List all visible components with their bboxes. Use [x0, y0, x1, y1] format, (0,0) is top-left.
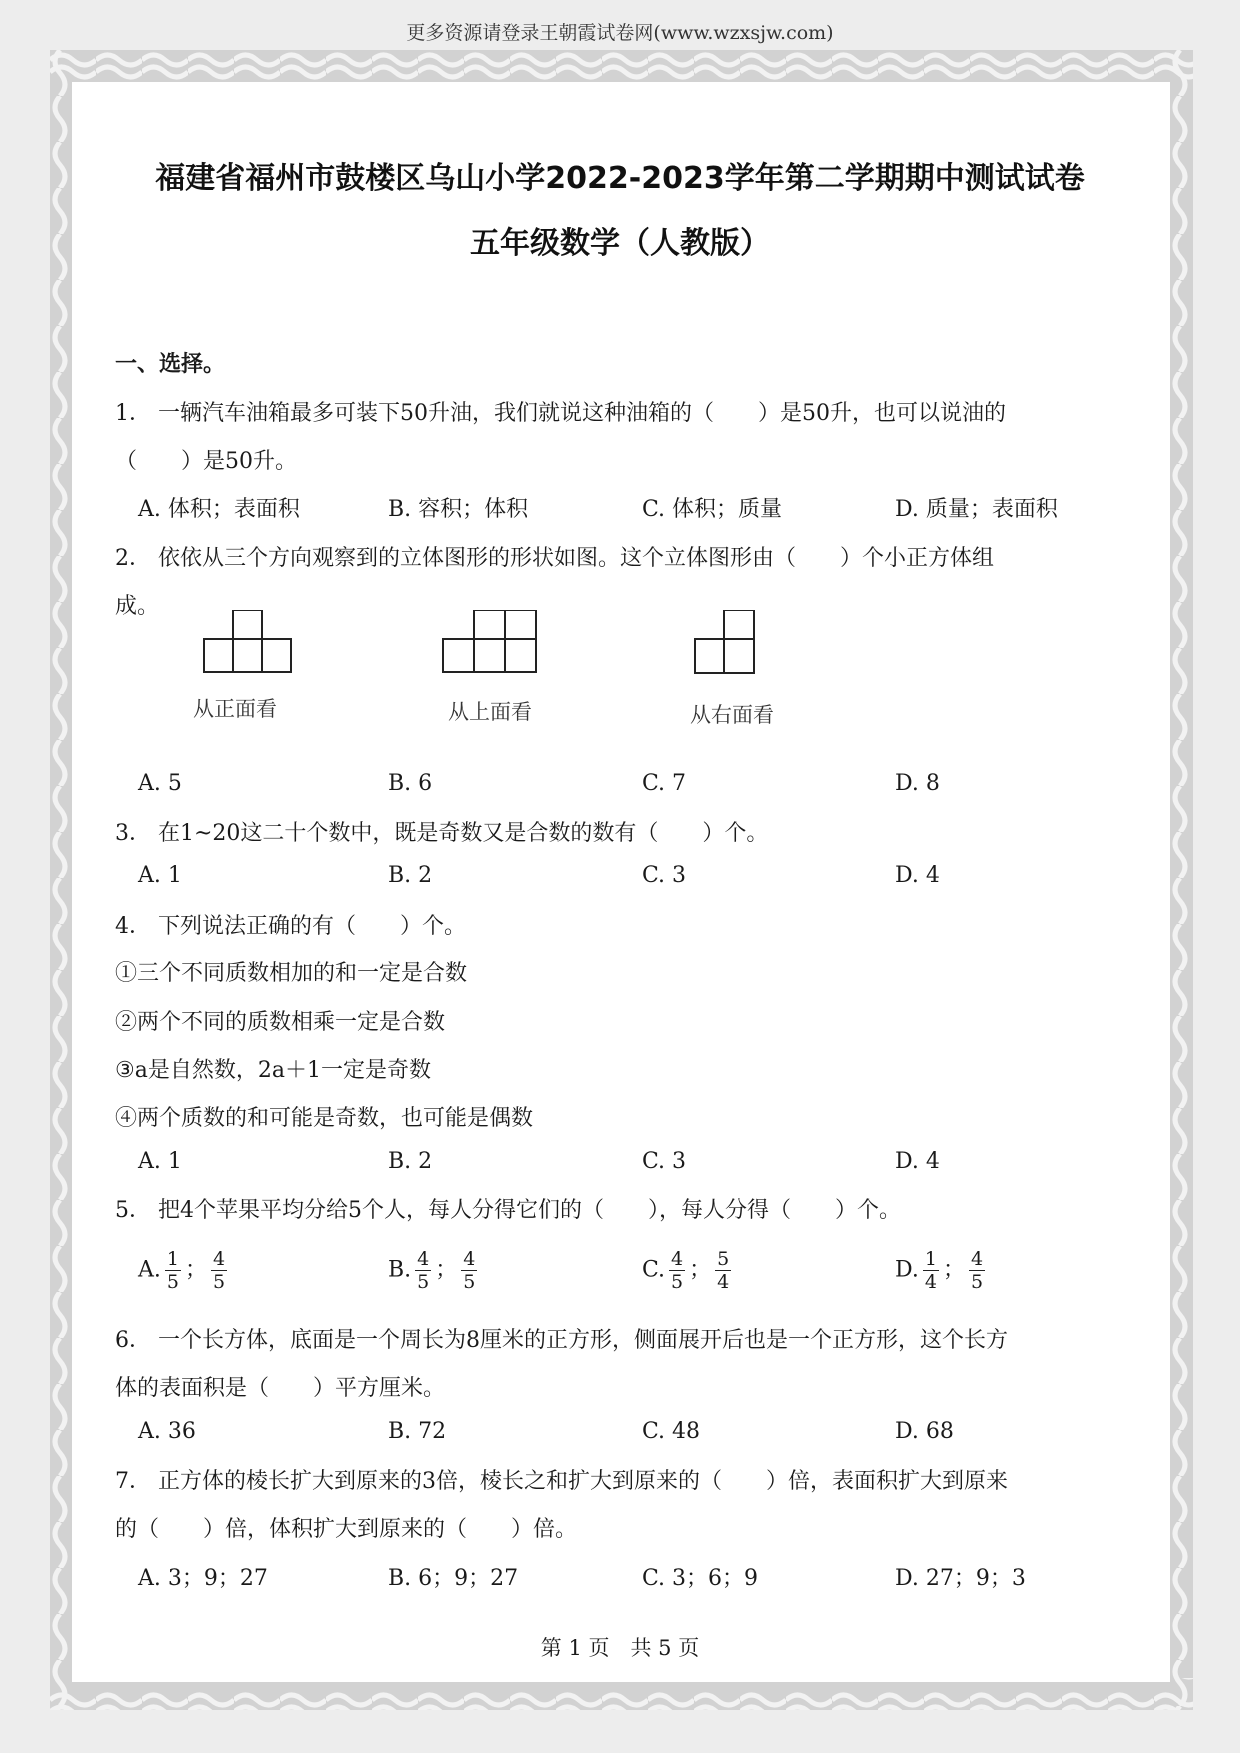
fraction: $\frac{1}{4}$: [924, 1248, 937, 1293]
question-1-cont: （ ）是50升。: [115, 449, 297, 474]
question-7: 7． 正方体的棱长扩大到原来的3倍，棱长之和扩大到原来的（ ）倍，表面积扩大到原来: [115, 1469, 1008, 1494]
option-b[interactable]: B. 容积；体积: [388, 497, 529, 522]
statement-4: ④两个质数的和可能是奇数，也可能是偶数: [115, 1106, 534, 1131]
front-view-figure: [204, 610, 291, 672]
option-a[interactable]: A. $\frac{1}{5}$ ； $\frac{4}{5}$: [138, 1248, 226, 1293]
option-d[interactable]: D. 27；9；3: [895, 1566, 1026, 1591]
option-letter: D.: [895, 1257, 919, 1283]
right-view-figure: [695, 610, 754, 673]
view-figures: [150, 610, 810, 680]
option-d[interactable]: D. 4: [895, 1149, 940, 1174]
option-c[interactable]: C. 3: [642, 863, 687, 888]
option-c[interactable]: C. $\frac{4}{5}$ ； $\frac{5}{4}$: [642, 1248, 730, 1293]
option-a[interactable]: A. 体积；表面积: [138, 497, 300, 522]
question-2: 2． 依依从三个方向观察到的立体图形的形状如图。这个立体图形由（ ）个小正方体组: [115, 546, 994, 571]
page-number: 第 1 页 共 5 页: [540, 1636, 700, 1660]
option-a[interactable]: A. 1: [138, 1149, 182, 1174]
front-view-label: 从正面看: [193, 697, 277, 721]
option-d[interactable]: D. 质量；表面积: [895, 497, 1058, 522]
option-b[interactable]: B. 2: [388, 1149, 433, 1174]
option-c[interactable]: C. 3: [642, 1149, 687, 1174]
option-b[interactable]: B. $\frac{4}{5}$ ； $\frac{4}{5}$: [388, 1248, 476, 1293]
option-c[interactable]: C. 7: [642, 771, 687, 796]
option-a[interactable]: A. 36: [138, 1419, 196, 1444]
statement-3: ③a是自然数，2a＋1一定是奇数: [115, 1058, 431, 1083]
top-view-label: 从上面看: [448, 700, 532, 724]
question-7-cont: 的（ ）倍，体积扩大到原来的（ ）倍。: [115, 1517, 578, 1542]
section-heading: 一、选择。: [115, 352, 226, 377]
question-6-cont: 体的表面积是（ ）平方厘米。: [115, 1376, 446, 1401]
fraction: $\frac{1}{5}$: [166, 1248, 179, 1293]
statement-2: ②两个不同的质数相乘一定是合数: [115, 1010, 446, 1035]
fraction: $\frac{4}{5}$: [213, 1248, 226, 1293]
exam-title: 福建省福州市鼓楼区乌山小学2022-2023学年第二学期期中测试试卷: [155, 161, 1085, 196]
option-a[interactable]: A. 5: [138, 771, 182, 796]
option-c[interactable]: C. 48: [642, 1419, 701, 1444]
option-d[interactable]: D. 68: [895, 1419, 954, 1444]
statement-1: ①三个不同质数相加的和一定是合数: [115, 961, 468, 986]
right-view-label: 从右面看: [690, 703, 774, 727]
option-c[interactable]: C. 3；6；9: [642, 1566, 759, 1591]
question-2-cont: 成。: [115, 594, 160, 619]
option-b[interactable]: B. 2: [388, 863, 433, 888]
option-d[interactable]: D. 4: [895, 863, 940, 888]
fraction: $\frac{4}{5}$: [463, 1248, 476, 1293]
site-header: 更多资源请登录王朝霞试卷网(www.wzxsjw.com): [406, 22, 834, 44]
option-letter: C.: [642, 1257, 666, 1283]
option-letter: B.: [388, 1257, 412, 1283]
question-3: 3． 在1~20这二十个数中，既是奇数又是合数的数有（ ）个。: [115, 821, 769, 846]
option-b[interactable]: B. 6: [388, 771, 433, 796]
fraction: $\frac{4}{5}$: [417, 1248, 430, 1293]
option-b[interactable]: B. 6；9；27: [388, 1566, 519, 1591]
option-letter: A.: [138, 1257, 161, 1283]
option-a[interactable]: A. 3；9；27: [138, 1566, 268, 1591]
option-a[interactable]: A. 1: [138, 863, 182, 888]
question-6: 6． 一个长方体，底面是一个周长为8厘米的正方形，侧面展开后也是一个正方形，这个长方: [115, 1328, 1008, 1353]
fraction: $\frac{5}{4}$: [717, 1248, 730, 1293]
option-d[interactable]: D. 8: [895, 771, 940, 796]
fraction: $\frac{4}{5}$: [970, 1248, 984, 1293]
question-1: 1． 一辆汽车油箱最多可装下50升油，我们就说这种油箱的（ ）是50升，也可以说油的: [115, 401, 1006, 426]
page-content-area: [72, 82, 1170, 1682]
exam-subtitle: 五年级数学（人教版）: [470, 226, 770, 261]
option-d[interactable]: D. $\frac{1}{4}$ ； $\frac{4}{5}$: [895, 1248, 984, 1293]
question-4: 4． 下列说法正确的有（ ）个。: [115, 914, 466, 939]
top-view-figure: [443, 610, 536, 672]
option-b[interactable]: B. 72: [388, 1419, 447, 1444]
option-c[interactable]: C. 体积；质量: [642, 497, 783, 522]
fraction: $\frac{4}{5}$: [671, 1248, 684, 1293]
question-5: 5． 把4个苹果平均分给5个人，每人分得它们的（ ），每人分得（ ）个。: [115, 1198, 901, 1223]
